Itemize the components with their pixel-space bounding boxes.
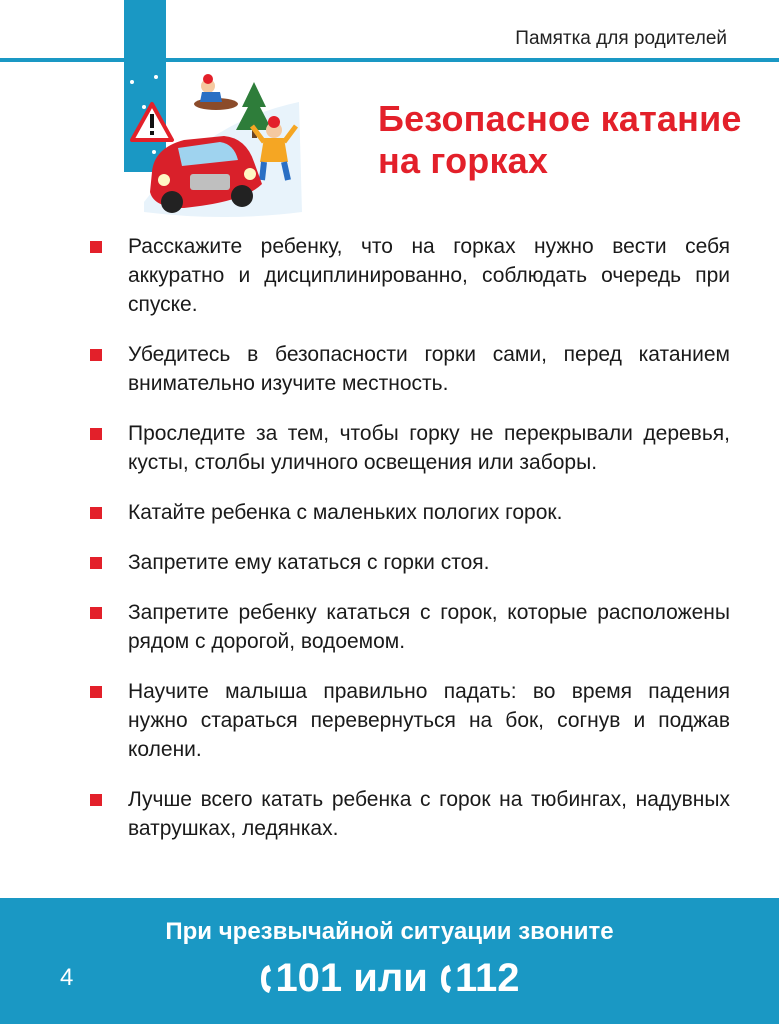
emergency-text: При чрезвычайной ситуации звоните xyxy=(165,918,614,945)
list-item-text: Научите малыша правильно падать: во время падения нужно стараться перевернуться на бок, согнув и поджав колени. xyxy=(128,680,730,761)
winter-sledding-illustration xyxy=(124,62,304,222)
square-bullet-icon xyxy=(90,607,102,619)
square-bullet-icon xyxy=(90,686,102,698)
sledding-child-icon xyxy=(194,74,238,110)
list-item xyxy=(90,498,730,527)
list-item xyxy=(90,677,730,764)
emergency-footer xyxy=(0,898,779,1024)
phone-number-101: 101 xyxy=(275,956,343,1000)
list-item xyxy=(90,232,730,319)
list-item-text: Лучше всего катать ребенка с горок на тюбингах, надувных ватрушках, ледянках. xyxy=(128,788,730,840)
phone-conjunction: или xyxy=(342,956,440,1000)
phone-icon xyxy=(259,963,273,995)
list-item-text: Проследите за тем, чтобы горку не перекрывали деревья, кусты, столбы уличного освещения или заборы. xyxy=(128,422,730,474)
emergency-phones xyxy=(0,956,779,1001)
square-bullet-icon xyxy=(90,557,102,569)
list-item-text: Убедитесь в безопасности горки сами, перед катанием внимательно изучите местность. xyxy=(128,343,730,395)
square-bullet-icon xyxy=(90,794,102,806)
title-line-2: на горках xyxy=(378,140,549,181)
list-item xyxy=(90,598,730,656)
header-rule xyxy=(0,58,779,62)
square-bullet-icon xyxy=(90,428,102,440)
list-item xyxy=(90,548,730,577)
list-item-text: Катайте ребенка с маленьких пологих горок. xyxy=(128,501,563,524)
list-item xyxy=(90,785,730,843)
page-title xyxy=(378,98,742,182)
phone-icon xyxy=(439,963,453,995)
square-bullet-icon xyxy=(90,349,102,361)
list-item xyxy=(90,419,730,477)
square-bullet-icon xyxy=(90,241,102,253)
header-accent-strip xyxy=(124,0,166,62)
red-car-icon xyxy=(150,136,262,213)
list-item xyxy=(90,340,730,398)
list-item-text: Запретите ему кататься с горки стоя. xyxy=(128,551,490,574)
safety-rules-list xyxy=(90,232,730,864)
title-line-1: Безопасное катание xyxy=(378,98,742,139)
square-bullet-icon xyxy=(90,507,102,519)
header-label: Памятка для родителей xyxy=(515,28,727,49)
phone-number-112: 112 xyxy=(455,956,520,1000)
list-item-text: Расскажите ребенку, что на горках нужно вести себя аккуратно и дисциплинированно, соблюдать очередь при спуске. xyxy=(128,235,730,316)
list-item-text: Запретите ребенку кататься с горок, которые расположены рядом с дорогой, водоемом. xyxy=(128,601,730,653)
page-number: 4 xyxy=(60,964,74,991)
tree-icon xyxy=(236,82,272,130)
